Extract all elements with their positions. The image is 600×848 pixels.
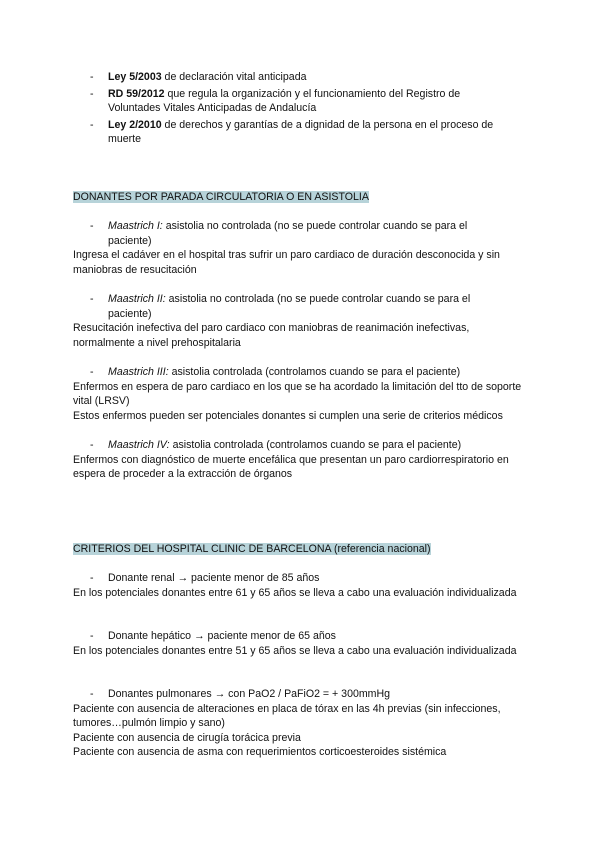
law-title: Ley 5/2003 xyxy=(108,71,162,83)
bullet-dash: - xyxy=(90,572,94,584)
donor-criterion: Donante renal → paciente menor de 85 años xyxy=(108,572,320,584)
hepatic-donor xyxy=(0,629,600,658)
maastrich-bullet xyxy=(0,219,508,248)
bullet-dash: - xyxy=(90,293,94,305)
maastrich-desc: asistolia no controlada (no se puede controlar cuando se para el paciente) xyxy=(108,293,471,320)
bullet-dash: - xyxy=(90,630,94,642)
maastrich-1 xyxy=(0,219,600,277)
bullet-dash: - xyxy=(90,71,94,83)
maastrich-detail: Enfermos con diagnóstico de muerte encefálica que presentan un paro cardiorrespiratorio en espera de proceder a la extracción de órganos xyxy=(73,453,509,480)
law-title: RD 59/2012 xyxy=(108,87,165,100)
section-heading-text: DONANTES POR PARADA CIRCULATORIA O EN ASISTOLIA xyxy=(73,191,369,203)
section-heading xyxy=(0,190,600,205)
section-heading xyxy=(0,542,600,557)
laws-list xyxy=(0,70,600,147)
maastrich-bullet xyxy=(0,438,528,453)
law-text: de derechos y garantías de a dignidad de la persona en el proceso de muerte xyxy=(108,118,494,145)
donor-detail: En los potenciales donantes entre 51 y 65 años se lleva a cabo una evaluación individualizada xyxy=(73,644,517,657)
bullet-dash: - xyxy=(90,688,94,700)
donor-detail: Paciente con ausencia de alteraciones en placa de tórax en las 4h previas (sin infecciones, tumores…pulmón limpio y sano) xyxy=(73,702,501,729)
donor-criterion: Donante hepático → paciente menor de 65 años xyxy=(108,630,336,642)
maastrich-detail: Resucitación inefectiva del paro cardiaco con maniobras de reanimación inefectivas, normalmente a nivel prehospitalaria xyxy=(73,322,470,349)
maastrich-name: Maastrich III: xyxy=(108,366,169,378)
maastrich-name: Maastrich I: xyxy=(108,220,163,232)
section-heading-text: CRITERIOS DEL HOSPITAL CLINIC DE BARCELONA (referencia nacional) xyxy=(73,543,431,555)
maastrich-desc: asistolia controlada (controlamos cuando se para el paciente) xyxy=(168,366,461,378)
maastrich-detail: Enfermos en espera de paro cardiaco en los que se ha acordado la limitación del tto de soporte vital (LRSV) xyxy=(73,380,522,407)
maastrich-4 xyxy=(0,438,600,482)
law-text: de declaración vital anticipada xyxy=(161,71,307,83)
maastrich-bullet xyxy=(0,365,528,380)
donor-bullet xyxy=(0,629,508,644)
maastrich-name: Maastrich II: xyxy=(108,293,166,305)
donor-detail: En los potenciales donantes entre 61 y 65 años se lleva a cabo una evaluación individualizada xyxy=(73,586,517,599)
donor-bullet xyxy=(0,687,508,702)
bullet-dash: - xyxy=(90,366,94,378)
law-item xyxy=(0,87,508,116)
pulmonary-donor xyxy=(0,687,600,760)
bullet-dash: - xyxy=(90,220,94,232)
law-item xyxy=(0,70,508,85)
bullet-dash: - xyxy=(90,87,94,100)
law-title: Ley 2/2010 xyxy=(108,118,162,131)
maastrich-3 xyxy=(0,365,600,423)
donor-criterion: Donantes pulmonares → con PaO2 / PaFiO2 = + 300mmHg xyxy=(108,688,391,700)
donor-detail: Paciente con ausencia de asma con requerimientos corticoesteroides sistémica xyxy=(73,746,447,758)
maastrich-bullet xyxy=(0,292,508,321)
bullet-dash: - xyxy=(90,118,94,131)
law-item xyxy=(0,118,508,147)
law-text: que regula la organización y el funcionamiento del Registro de Voluntades Vitales Anticipadas de Andalucía xyxy=(108,87,461,114)
maastrich-2 xyxy=(0,292,600,350)
bullet-dash: - xyxy=(90,439,94,451)
renal-donor xyxy=(0,571,600,600)
maastrich-desc: asistolia no controlada (no se puede controlar cuando se para el paciente) xyxy=(108,220,468,247)
donor-bullet xyxy=(0,571,508,586)
maastrich-desc: asistolia controlada (controlamos cuando se para el paciente) xyxy=(169,439,462,451)
donor-detail: Paciente con ausencia de cirugía torácica previa xyxy=(73,731,301,744)
maastrich-detail: Estos enfermos pueden ser potenciales donantes si cumplen una serie de criterios médicos xyxy=(73,409,503,422)
maastrich-detail: Ingresa el cadáver en el hospital tras sufrir un paro cardiaco de duración desconocida y sin maniobras de resucitación xyxy=(73,249,500,276)
maastrich-name: Maastrich IV: xyxy=(108,439,170,451)
